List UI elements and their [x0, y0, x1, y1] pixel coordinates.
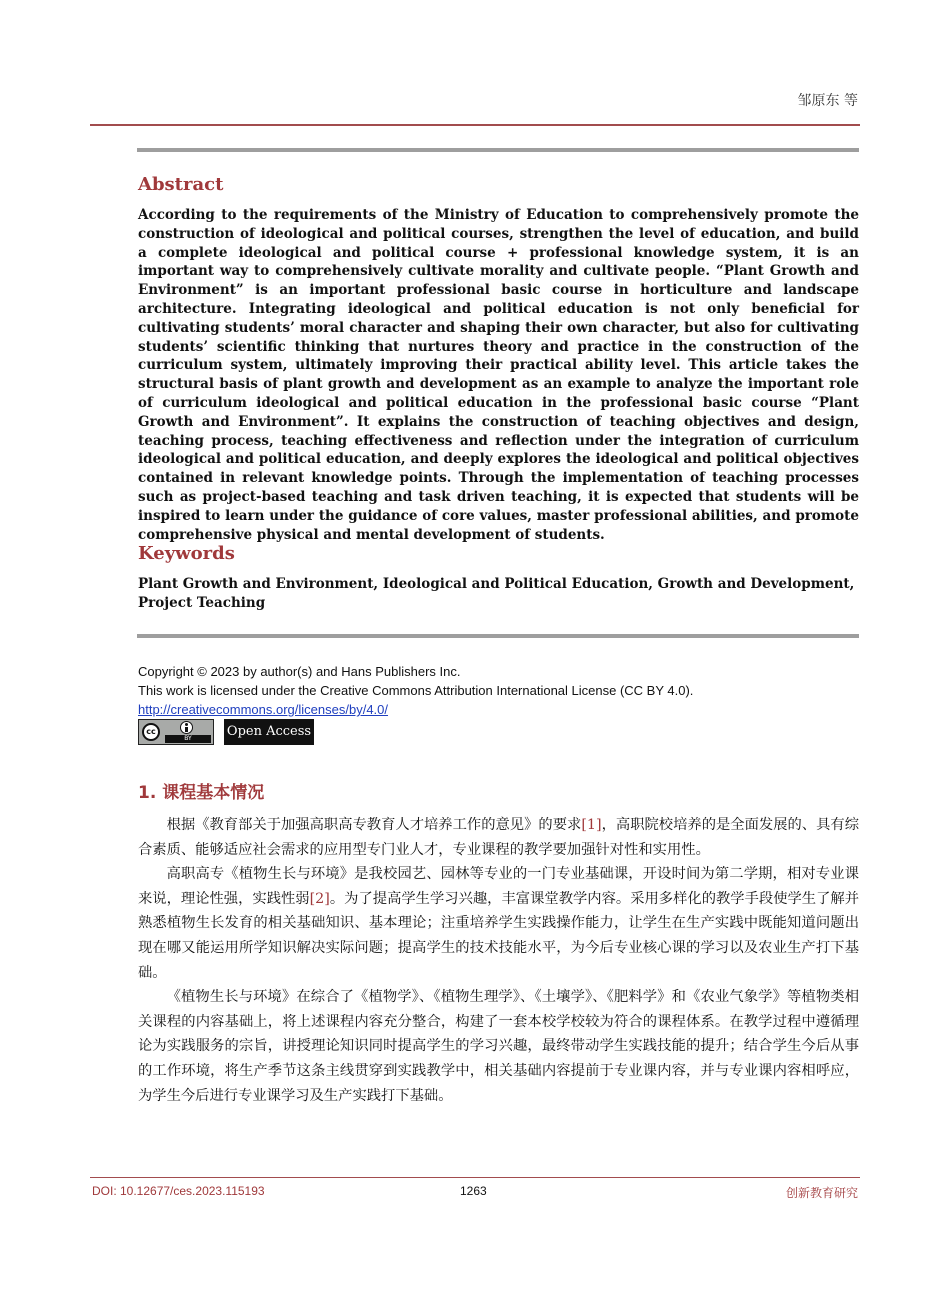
section-1-heading: 1. 课程基本情况	[138, 783, 265, 803]
copyright-line: Copyright © 2023 by author(s) and Hans Publishers Inc.	[138, 664, 461, 679]
person-icon	[180, 721, 193, 734]
license-line: This work is licensed under the Creative Commons Attribution International License (CC BY 4.0).	[138, 683, 694, 698]
by-label: BY	[165, 735, 211, 743]
license-link[interactable]: http://creativecommons.org/licenses/by/4.0/	[138, 702, 389, 717]
footer-doi: DOI: 10.12677/ces.2023.115193	[92, 1184, 265, 1198]
running-header-author: 邹原东 等	[797, 93, 858, 109]
paragraph-1: 根据《教育部关于加强高职高专教育人才培养工作的意见》的要求[1]，高职院校培养的是全面发展的、具有综合素质、能够适应社会需求的应用型专门业人才，专业课程的教学要加强针对性和实用性。	[138, 817, 860, 858]
footer-rule	[90, 1177, 860, 1178]
page-number: 1263	[460, 1184, 487, 1198]
citation-1[interactable]: [1]	[581, 817, 602, 833]
open-access-badge[interactable]: Open Access	[224, 719, 314, 745]
abstract-heading: Abstract	[138, 174, 224, 195]
section-1-body	[138, 813, 859, 1108]
abstract-text: According to the requirements of the Ministry of Education to comprehensively promote the construction of ideological and political courses, strengthen the level of education, and build a complete ideological and political course + professional knowledge system, it is an important way to comprehensively cultivate morality and cultivate people. “Plant Growth and Environment” is an important professional basic course in horticulture and landscape architecture. Integrating ideological and political education is not only beneficial for cultivating students’ moral character and shaping their own character, but also for cultivating students’ scientific thinking that nurtures theory and practice in the construction of the curriculum system, ultimately improving their practical ability level. This article takes the structural basis of plant growth and development as an example to analyze the important role of curriculum ideological and political education in the professional basic course “Plant Growth and Environment”. It explains the construction of teaching objectives and design, teaching process, teaching effectiveness and reflection under the integration of curriculum ideological and political education, and deeply explores the ideological and political objectives contained in relevant knowledge points. Through the implementation of teaching processes such as project-based teaching and task driven teaching, it is expected that students will be inspired to learn under the guidance of core values, master professional abilities, and promote comprehensive physical and mental development of students.	[138, 207, 859, 543]
keywords-bottom-rule	[137, 634, 859, 638]
paragraph-3: 《植物生长与环境》在综合了《植物学》、《植物生理学》、《土壤学》、《肥料学》和《农业气象学》等植物类相关课程的内容基础上，将上述课程内容充分整合，构建了一套本校学校较为符合的课程体系。在教学过程中遵循理论为实践服务的宗旨，讲授理论知识同时提高学生的学习兴趣，最终带动学生实践技能的提升；结合学生今后从事的工作环境，将生产季节这条主线贯穿到实践教学中，相关基础内容提前于专业课内容，并与专业课内容相呼应，为学生今后进行专业课学习及生产实践打下基础。	[138, 989, 859, 1104]
cc-icon: cc	[142, 723, 160, 741]
citation-2[interactable]: [2]	[309, 890, 330, 907]
cc-by-badge[interactable]	[138, 719, 214, 745]
keywords-heading: Keywords	[138, 543, 235, 564]
header-rule	[90, 124, 860, 126]
keywords-text: Plant Growth and Environment, Ideological and Political Education, Growth and Development, Project Teaching	[138, 576, 855, 611]
paragraph-2: 高职高专《植物生长与环境》是我校园艺、园林等专业的一门专业基础课，开设时间为第二学期，相对专业课来说，理论性强，实践性弱[2]。为了提高学生学习兴趣，丰富课堂教学内容。采用多样化的教学手段使学生了解并熟悉植物生长发育的相关基础知识、基本理论；注重培养学生实践操作能力，让学生在生产实践中既能知道问题出现在哪又能运用所学知识解决实际问题；提高学生的技术技能水平，为今后专业核心课的学习以及农业生产打下基础。	[138, 866, 859, 981]
journal-name: 创新教育研究	[785, 1186, 858, 1200]
abstract-top-rule	[137, 148, 859, 152]
